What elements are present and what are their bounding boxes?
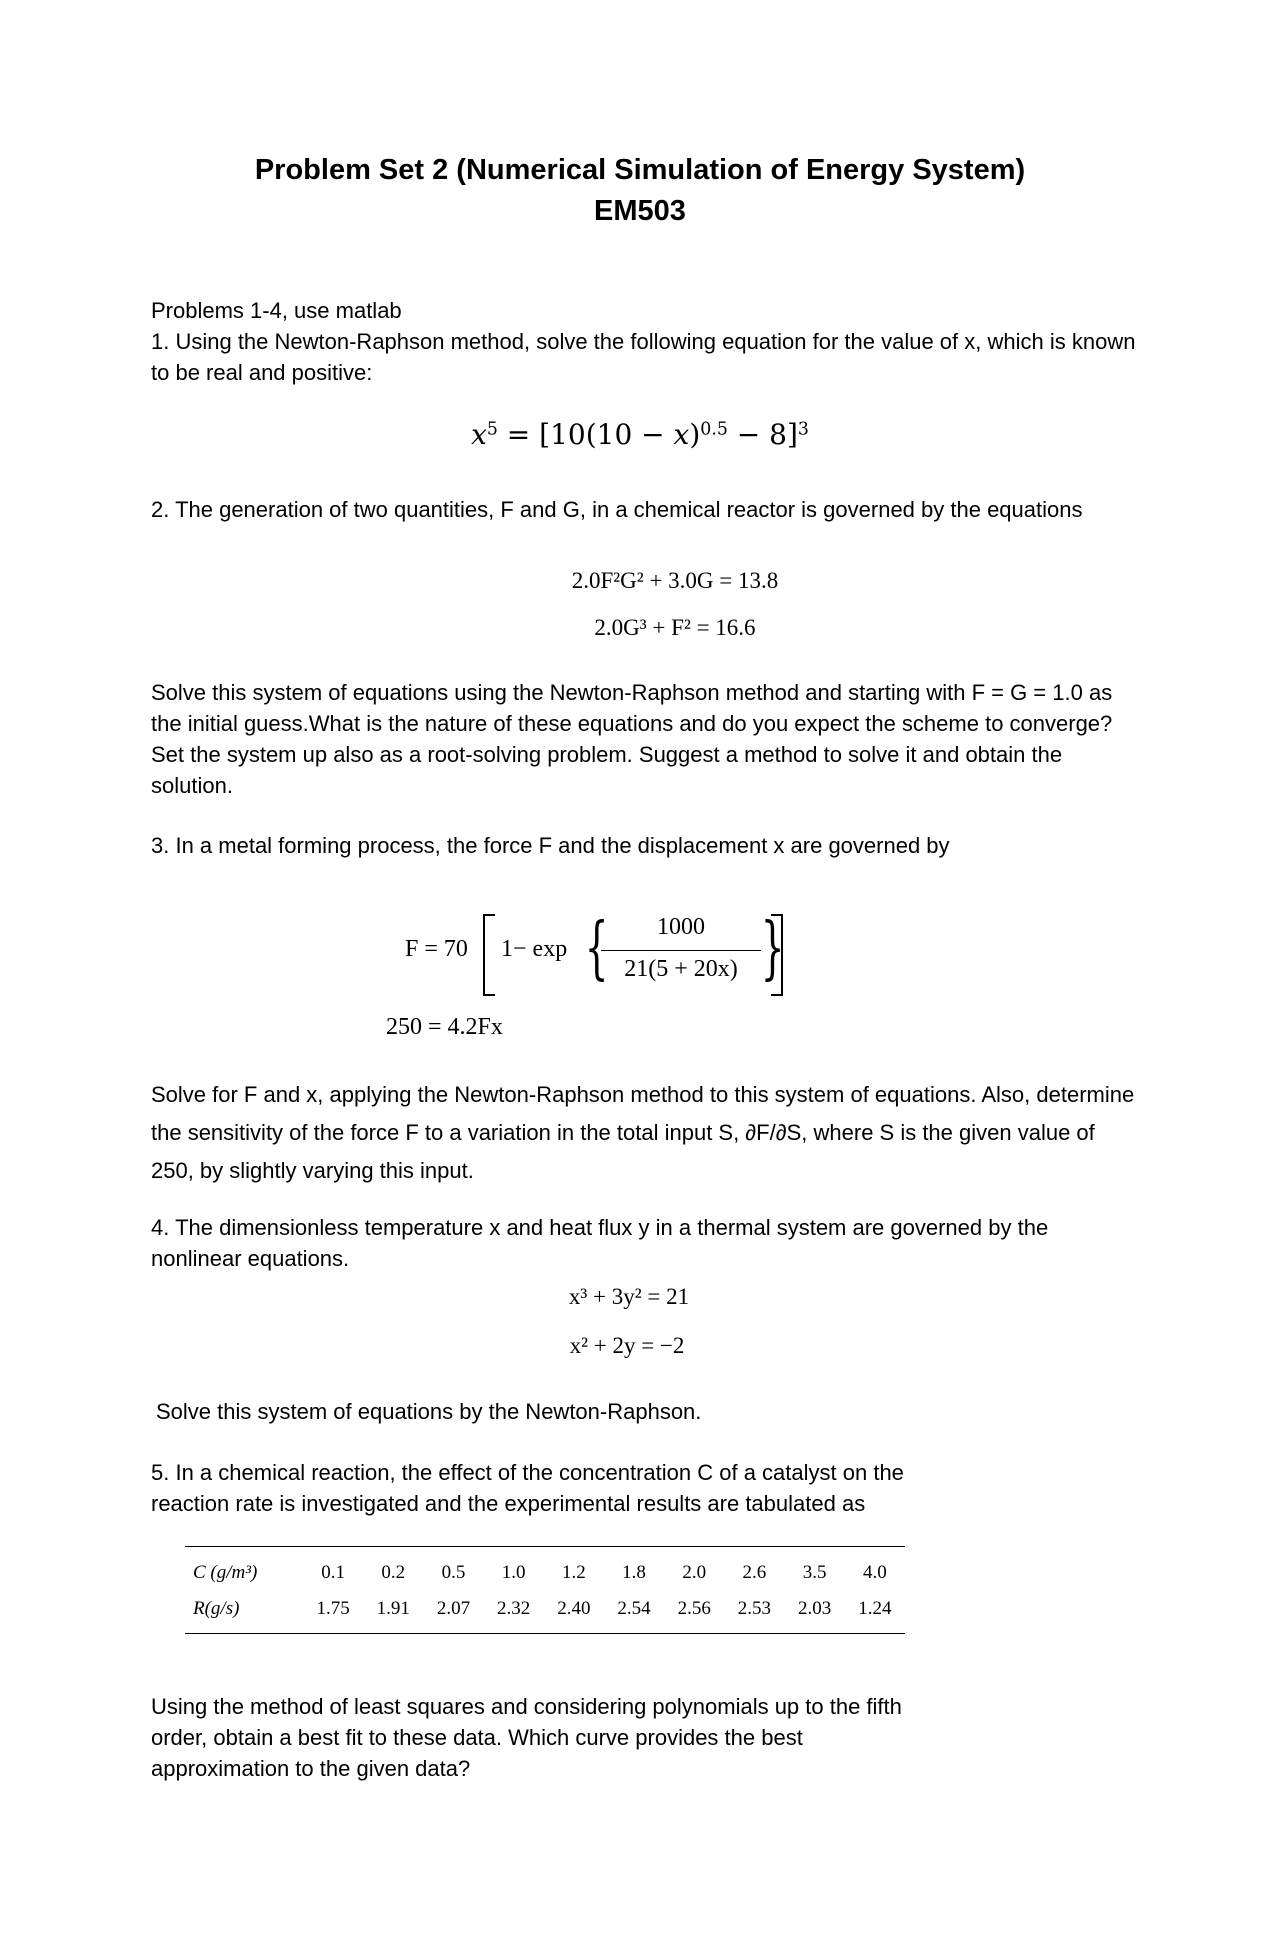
row-1-label bbox=[185, 1555, 303, 1591]
table-cell: 2.32 bbox=[497, 1598, 531, 1619]
eq1-lhs-exp: 5 bbox=[486, 419, 498, 440]
problem-3-eq1 bbox=[405, 900, 785, 1000]
problem-5-statement: 5. In a chemical reaction, the effect of the concentration C of a catalyst on the reaction rate is investigated and the experimental results are tabulated as bbox=[151, 1460, 904, 1516]
eq1-rhs-mid: ) bbox=[689, 418, 701, 451]
problem-3-followup-text: Solve for F and x, applying the Newton-Raphson method to this system of equations. Also, determine the sensitivity of the force F to a variation in the total input S, ∂F/∂S, where S is the given value of 250, by slightly varying this input. bbox=[151, 1082, 1135, 1183]
eq1-rhs-exp2: 3 bbox=[797, 419, 809, 440]
right-square-bracket bbox=[771, 914, 783, 996]
eq1-rhs-open: = [10(10 − bbox=[497, 418, 674, 451]
eq3-denominator: 21(5 + 20x) bbox=[624, 956, 738, 982]
table-cell: 4.0 bbox=[862, 1562, 887, 1583]
table-cell: 1.91 bbox=[376, 1598, 410, 1619]
eq1-lhs-var: x bbox=[471, 418, 487, 451]
eq3-lhs: F = 70 bbox=[405, 936, 468, 962]
problem-2-eq1: 2.0F²G² + 3.0G = 13.8 bbox=[571, 568, 779, 593]
problem-5-followup bbox=[151, 1691, 911, 1784]
problem-1-text: 1. Using the Newton-Raphson method, solve the following equation for the value of x, which is known to be real and positive: bbox=[151, 329, 1136, 385]
problem-5-text bbox=[151, 1457, 971, 1519]
table-cell: 2.6 bbox=[742, 1562, 767, 1583]
table-cell: 2.03 bbox=[797, 1598, 832, 1619]
problem-4-eq1: x³ + 3y² = 21 bbox=[568, 1284, 690, 1309]
data-table-wrapper bbox=[185, 1546, 905, 1634]
right-curly-brace: } bbox=[760, 909, 785, 988]
left-curly-brace: { bbox=[584, 909, 609, 988]
row-2-label bbox=[185, 1591, 303, 1627]
table-cell: 1.0 bbox=[501, 1562, 526, 1583]
problem-3-statement: 3. In a metal forming process, the force F and the displacement x are governed by bbox=[151, 833, 950, 858]
table-cell: 0.1 bbox=[321, 1562, 345, 1583]
eq1-rhs-var: x bbox=[673, 418, 690, 451]
problem-4-followup-text: Solve this system of equations by the Newton-Raphson. bbox=[156, 1399, 702, 1424]
problem-3-eq2: 250 = 4.2Fx bbox=[386, 1014, 503, 1040]
table-cell: 1.8 bbox=[622, 1562, 646, 1583]
eq3-one-minus-exp: 1− exp bbox=[501, 936, 568, 962]
table-cell: 2.53 bbox=[737, 1598, 772, 1619]
table-cell: 2.0 bbox=[682, 1562, 707, 1583]
problem-3-text bbox=[151, 830, 1141, 861]
problem-1-equation bbox=[0, 418, 1280, 451]
fraction-bar bbox=[601, 950, 761, 951]
problem-2-text bbox=[151, 494, 1141, 525]
row-1-label-text: C (g/m³) bbox=[193, 1562, 258, 1583]
problem-2-followup-text: Solve this system of equations using the Newton-Raphson method and starting with F = G = 1.0 as the initial guess.What is the nature of these equations and do you expect the scheme to converge? Set the system up also as a root-solving problem. Suggest a method to solve it and obtain the solution. bbox=[151, 680, 1113, 798]
left-square-bracket bbox=[483, 914, 495, 996]
table-row bbox=[185, 1591, 905, 1627]
problem-1-block bbox=[151, 295, 1141, 388]
table-cell: 2.56 bbox=[677, 1598, 711, 1619]
problem-4-eq2: x² + 2y = −2 bbox=[569, 1333, 685, 1358]
intro-text: Problems 1-4, use matlab bbox=[151, 298, 402, 323]
problem-2-eq2: 2.0G³ + F² = 16.6 bbox=[594, 615, 756, 640]
eq1-rhs-tail: − 8] bbox=[727, 418, 798, 451]
table-cell: 1.75 bbox=[316, 1598, 350, 1619]
table-row bbox=[185, 1555, 905, 1591]
row-2-label-text: R(g/s) bbox=[193, 1598, 240, 1619]
table-cell: 1.2 bbox=[561, 1562, 586, 1583]
eq3-numerator: 1000 bbox=[657, 914, 705, 940]
table-cell: 2.07 bbox=[436, 1598, 471, 1619]
course-code: EM503 bbox=[594, 195, 686, 227]
table-cell: 2.54 bbox=[617, 1598, 651, 1619]
problem-2-statement: 2. The generation of two quantities, F and G, in a chemical reactor is governed by the equations bbox=[151, 497, 1083, 522]
page-title: Problem Set 2 (Numerical Simulation of Energy System) bbox=[254, 154, 1026, 186]
problem-4-statement: 4. The dimensionless temperature x and heat flux y in a thermal system are governed by the nonlinear equations. bbox=[151, 1215, 1049, 1271]
eq1-rhs-exp1: 0.5 bbox=[700, 419, 728, 440]
problem-4-followup bbox=[156, 1396, 1146, 1427]
problem-2-followup bbox=[151, 677, 1141, 801]
table-cell: 0.5 bbox=[441, 1562, 466, 1583]
table-cell: 1.24 bbox=[858, 1598, 892, 1619]
table-cell: 3.5 bbox=[802, 1562, 827, 1583]
problem-5-followup-text: Using the method of least squares and considering polynomials up to the fifth order, obtain a best fit to these data. Which curve provides the best approximation to the given data? bbox=[151, 1694, 902, 1781]
problem-4-text bbox=[151, 1212, 1141, 1274]
data-table bbox=[185, 1555, 905, 1627]
table-cell: 0.2 bbox=[381, 1562, 406, 1583]
table-cell: 2.40 bbox=[557, 1598, 591, 1619]
problem-3-followup bbox=[151, 1076, 1141, 1190]
